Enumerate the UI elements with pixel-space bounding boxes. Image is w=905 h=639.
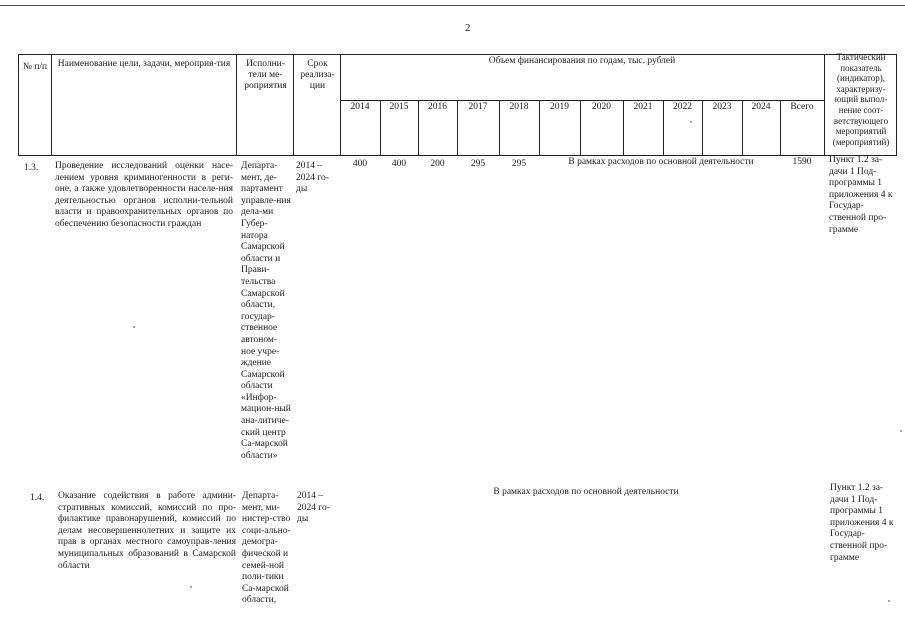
year-2014: 2014 — [350, 102, 370, 112]
year-total: Всего — [790, 102, 814, 112]
row-executors: Департа-мент, ми-нистер-ство соци-ально-демогра-фической и семей-ной поли-тики Са-марской области, — [242, 491, 291, 606]
scan-speck — [888, 600, 890, 602]
header-name: Наименование цели, задачи, мероприя-тия — [57, 59, 231, 69]
value-2017: 295 — [470, 159, 486, 169]
header-term: Срок реализа-ции — [300, 59, 335, 91]
value-2016: 200 — [430, 159, 445, 169]
year-2016: 2016 — [428, 102, 447, 112]
page-number: 2 — [465, 22, 471, 34]
year-2020: 2020 — [592, 102, 611, 112]
header-number: № п/п — [22, 62, 48, 72]
scan-speck — [133, 326, 135, 328]
value-2018: 295 — [511, 159, 527, 169]
row-number: 1.3. — [24, 163, 39, 173]
scan-speck — [190, 586, 192, 588]
scan-speck — [900, 430, 902, 432]
row-name: Оказание содействия в работе админи-стративных комиссий, комиссий по про-филактике правонарушений, комиссий по делам несовершеннолетних и защите их прав в органах местного самоуправ-ления муниципальных образований в Самарской области — [58, 491, 236, 571]
value-total: 1590 — [792, 157, 812, 167]
row-name: Проведение исследований оценки насе-лением уровня криминогенности в реги-оне, а также удовлетворенности населе-ния деятельностью органов исполни-тельной власти и правоохранительных органов по обеспечению безопасности граждан — [55, 161, 233, 229]
year-2015: 2015 — [389, 102, 409, 112]
value-2015: 400 — [391, 159, 407, 169]
year-2017: 2017 — [468, 102, 488, 112]
year-2018: 2018 — [509, 102, 529, 112]
row-term: 2014 – 2024 го-ды — [296, 161, 329, 195]
year-2019: 2019 — [550, 102, 569, 112]
financing-note: В рамках расходов по основной деятельности — [493, 487, 679, 497]
header-executors: Исполни-тели ме-роприятия — [244, 59, 287, 91]
value-2014: 400 — [352, 159, 368, 169]
row-term: 2014 – 2024 го-ды — [297, 491, 330, 525]
year-2021: 2021 — [633, 102, 653, 112]
scan-top-edge — [0, 5, 905, 6]
header-financing: Объем финансирования по годам, тыс. рублей — [488, 56, 676, 66]
year-2022: 2022 — [673, 102, 692, 112]
row-indicator: Пункт 1.2 за-дачи 1 Под-программы 1 приложения 4 к Государ-ственной про-грамме — [830, 483, 894, 563]
scan-speck — [690, 121, 692, 123]
header-tactical-indicator: Тактический показатель (индикатор), характеризу-ющий выпол-нение соот-ветствующего мероприятий (мероприятий) — [832, 52, 890, 147]
row-number: 1.4. — [30, 493, 45, 503]
row-indicator: Пункт 1.2 за-дачи 1 Под-программы 1 приложения 4 к Государ-ственной про-грамме — [829, 155, 893, 235]
row-executors: Департа-мент, де-партамент управле-ния дела-ми Губер-натора Самарской области и Прави-тельства Самарской области, государ-ственное автоном-ное учре-ждение Самарской области «Инфор-мацион-ный ана-литиче-ский центр Са-марской области» — [241, 161, 291, 461]
financing-note: В рамках расходов по основной деятельности — [568, 157, 754, 167]
year-2023: 2023 — [712, 102, 732, 112]
year-2024: 2024 — [751, 102, 771, 112]
